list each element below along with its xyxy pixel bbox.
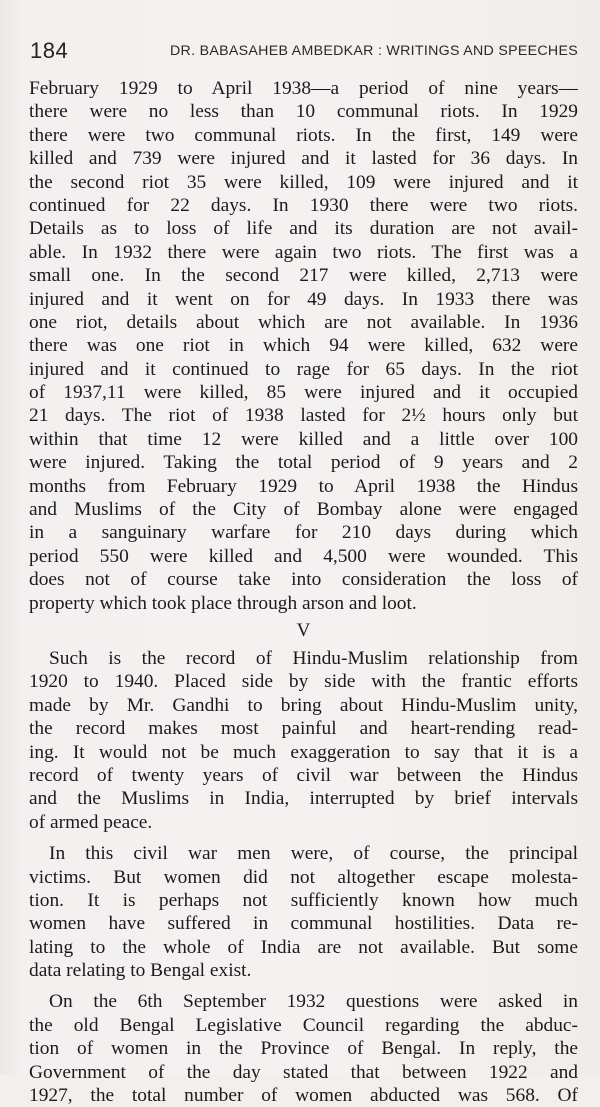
text-line: able. In 1932 there were again two riots. The first was a — [29, 241, 578, 263]
page-header — [30, 38, 578, 66]
text-line: On the 6th September 1932 questions were asked in — [49, 991, 578, 1013]
text-line: record of twenty years of civil war between the Hindus — [29, 764, 578, 786]
page-number: 184 — [30, 38, 69, 63]
text-line: months from February 1929 to April 1938 the Hindus — [29, 475, 578, 497]
paragraph-3 — [29, 842, 578, 982]
text-line: killed and 739 were injured and it lasted for 36 days. In — [29, 148, 578, 170]
text-line: and Muslims of the City of Bombay alone were engaged — [29, 499, 578, 521]
text-line: Details as to loss of life and its duration are not avail- — [29, 218, 578, 240]
text-line: tion of women in the Province of Bengal. In reply, the — [29, 1038, 578, 1060]
text-line: injured and it went on for 49 days. In 1933 there was — [29, 288, 578, 310]
paragraph-4 — [29, 990, 578, 1107]
text-line: February 1929 to April 1938—a period of nine years— — [29, 78, 578, 99]
text-line: In this civil war men were, of course, the principal — [49, 843, 578, 865]
text-line: tion. It is perhaps not sufficiently known how much — [29, 889, 578, 911]
text-line: 21 days. The riot of 1938 lasted for 2½ hours only but — [29, 405, 578, 427]
text-line: and the Muslims in India, interrupted by brief intervals — [29, 788, 578, 810]
text-line: period 550 were killed and 4,500 were wounded. This — [29, 545, 578, 567]
text-line: 1927, the total number of women abducted was 568. Of — [29, 1085, 578, 1107]
body-text — [29, 77, 578, 1107]
text-line: the second riot 35 were killed, 109 were injured and it — [29, 171, 578, 193]
text-line: lating to the whole of India are not available. But some — [29, 936, 578, 958]
section-heading: V — [296, 619, 311, 641]
paragraph-gap — [29, 834, 578, 842]
text-line: within that time 12 were killed and a little over 100 — [29, 428, 578, 450]
text-line: in a sanguinary warfare for 210 days during which — [29, 522, 578, 544]
text-line: of armed peace. — [29, 811, 153, 833]
text-line: there were two communal riots. In the first, 149 were — [29, 124, 578, 146]
text-line: there were no less than 10 communal riots. In 1929 — [29, 101, 578, 123]
text-line: data relating to Bengal exist. — [29, 960, 252, 982]
text-line: Government of the day stated that between 1922 and — [29, 1061, 578, 1083]
text-line: one riot, details about which are not available. In 1936 — [29, 311, 578, 333]
text-line: victims. But women did not altogether escape molesta- — [29, 866, 578, 888]
text-line: there was one riot in which 94 were killed, 632 were — [29, 335, 578, 357]
text-line: property which took place through arson and loot. — [29, 592, 417, 614]
text-line: ing. It would not be much exaggeration to say that it is a — [29, 741, 578, 763]
text-line: Such is the record of Hindu-Muslim relationship from — [49, 647, 578, 669]
paragraph-gap — [29, 982, 578, 990]
text-line: the old Bengal Legislative Council regarding the abduc- — [29, 1014, 578, 1036]
text-line: were injured. Taking the total period of 9 years and 2 — [29, 452, 578, 474]
paragraph-2 — [29, 647, 578, 834]
text-line: of 1937,11 were killed, 85 were injured and it occupied — [29, 382, 578, 404]
paragraph-1 — [29, 77, 578, 615]
text-line: the record makes most painful and heart-rending read- — [29, 718, 578, 740]
text-line: injured and it continued to rage for 65 days. In the riot — [29, 358, 578, 380]
text-line: made by Mr. Gandhi to bring about Hindu-Muslim unity, — [29, 694, 578, 716]
text-line: women have suffered in communal hostilities. Data re- — [29, 913, 578, 935]
text-line: small one. In the second 217 were killed, 2,713 were — [29, 265, 578, 287]
text-line: continued for 22 days. In 1930 there were two riots. — [29, 194, 578, 216]
text-line: does not of course take into consideration the loss of — [29, 569, 578, 591]
running-head: DR. BABASAHEB AMBEDKAR : WRITINGS AND SPEECHES — [170, 43, 578, 59]
text-line: 1920 to 1940. Placed side by side with the frantic efforts — [29, 671, 578, 693]
